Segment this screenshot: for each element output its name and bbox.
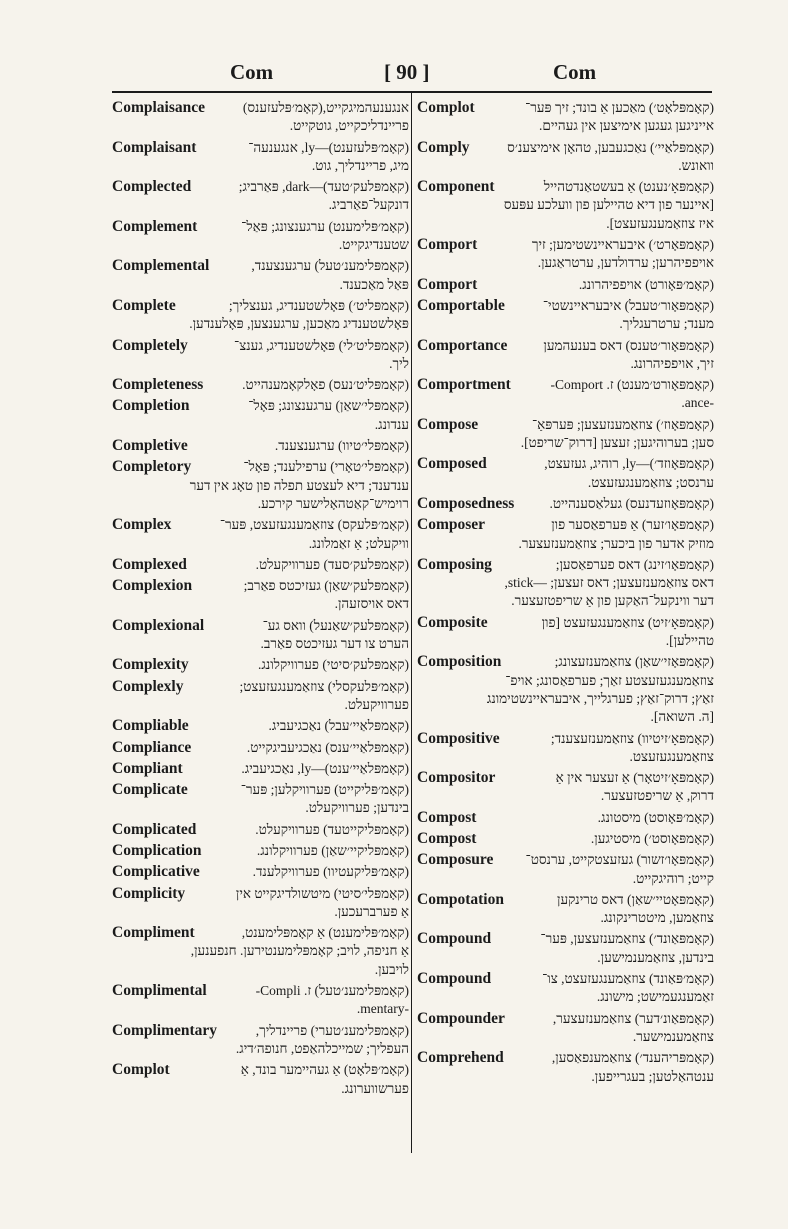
entry-first-line — [112, 739, 409, 757]
dictionary-entry — [112, 1061, 409, 1098]
entry-first-line — [112, 178, 409, 196]
entry-headword: Compositive — [417, 729, 500, 747]
entry-pronunciation-and-meaning: (קאָמפּלי׳שאַן) ערגענצונג; פּאָל־ — [248, 398, 409, 414]
header-rule — [112, 91, 712, 93]
entry-pronunciation-and-meaning: (קאָמ׳פּלעזענט)—ly, אנגענעה־ — [248, 139, 409, 155]
entry-pronunciation-and-meaning: (קאָמ׳פּאַונד) צוזאַמענגעזעצט, צו־ — [542, 971, 714, 987]
entry-headword: Complication — [112, 841, 202, 859]
entry-headword: Composite — [417, 613, 488, 631]
dictionary-entry — [417, 178, 714, 233]
entry-pronunciation-and-meaning: (קאָמפּאָ׳זיטיוו) צוזאַמענזעצענד; — [550, 730, 714, 746]
dictionary-entry — [417, 99, 714, 136]
entry-first-line — [417, 178, 714, 196]
entry-headword: Complexion — [112, 577, 193, 595]
entry-first-line — [417, 416, 714, 434]
entry-headword: Composedness — [417, 494, 515, 512]
entry-pronunciation-and-meaning: (קאָמפּלי׳טיוו) ערגענצענד. — [274, 438, 409, 454]
entry-headword: Compliant — [112, 759, 183, 777]
entry-headword: Complexity — [112, 656, 189, 674]
entry-definition-line: רוימיש־קאַטהאָלישער קירכע. — [257, 495, 409, 511]
entry-headword: Composed — [417, 455, 487, 473]
entry-definition-line: -mentary. — [356, 1001, 409, 1017]
entry-headword: Complimental — [112, 982, 207, 1000]
entry-first-line — [112, 556, 409, 574]
entry-headword: Complimentary — [112, 1021, 218, 1039]
dictionary-entry — [417, 851, 714, 888]
page-number: [ 90 ] — [384, 60, 430, 84]
dictionary-entry — [112, 781, 409, 818]
entry-first-line — [417, 236, 714, 254]
left-column — [112, 99, 409, 1101]
entry-first-line — [417, 930, 714, 948]
entry-first-line — [112, 678, 409, 696]
dictionary-entry — [112, 982, 409, 1019]
entry-headword: Component — [417, 178, 495, 196]
entry-headword: Complement — [112, 217, 198, 235]
entry-headword: Comportable — [417, 296, 505, 314]
entry-definition-line: צוזאַמענגעזעצטע זאַך; פערפאַסונג; אויפ־ — [505, 672, 714, 688]
entry-headword: Composition — [417, 653, 502, 671]
entry-pronunciation-and-meaning: (קאָמ׳פּאָורט) אויפפיהרונג. — [578, 276, 714, 292]
header-left-guide-word: Com — [230, 60, 274, 84]
entry-pronunciation-and-meaning: (קאָמפּאָרט׳) איבעראיינשטימען; זיך — [531, 237, 714, 253]
entry-definition-line: איז צוזאַמענגעזעצט]. — [606, 215, 714, 231]
dictionary-entry — [417, 416, 714, 453]
entry-pronunciation-and-meaning: (קאָמפּאַונד׳) צוזאַמענזעצען, פּער־ — [540, 931, 714, 947]
entry-definition-line: ענדונג. — [374, 416, 409, 432]
dictionary-entry — [112, 99, 409, 136]
dictionary-entry — [112, 842, 409, 860]
entry-headword: Compound — [417, 970, 492, 988]
entry-pronunciation-and-meaning: (קאָמפּאָו׳זינג) דאס פערפאַסען; — [555, 556, 714, 572]
entry-first-line — [417, 455, 714, 473]
entry-definition-line: פריינדליכקייט, גוטקייט. — [289, 118, 409, 134]
dictionary-entry — [417, 891, 714, 928]
entry-first-line — [417, 809, 714, 827]
entry-headword: Completive — [112, 437, 188, 455]
entry-first-line — [417, 891, 714, 909]
entry-headword: Compliance — [112, 738, 192, 756]
entry-pronunciation-and-meaning: (קאָמפּאַונ׳דער) צוזאַמענזעצער, — [552, 1010, 714, 1026]
entry-pronunciation-and-meaning: (קאָמפּאָוז׳) צוזאַמענזעצען; פּערפּאַ־ — [532, 416, 714, 432]
entry-pronunciation-and-meaning: (קאָמפּליקיי׳שאַן) פערוויקלונג. — [256, 842, 409, 858]
entry-pronunciation-and-meaning: (קאָמפּליט׳נעס) פאָלקאָמענהייט. — [242, 377, 409, 393]
entry-headword: Complicated — [112, 820, 197, 838]
entry-definition-line: מוזיק אדער פון ביכער; צוזאַמענזעצער. — [518, 535, 714, 551]
entry-pronunciation-and-meaning: (קאָמפּאָזי׳שאַן) צוזאַמענזעצונג; — [554, 654, 714, 670]
entry-definition-line: זאַמענגעמישט; מישונג. — [596, 989, 714, 1005]
entry-headword: Compound — [417, 930, 492, 948]
entry-definition-line: קייט; רוהיגקייט. — [632, 870, 714, 886]
dictionary-entry — [112, 739, 409, 757]
entry-pronunciation-and-meaning: (קאָמפּליט׳לי) פּאָלשטענדיג, גענצ־ — [234, 337, 409, 353]
dictionary-entry — [417, 1010, 714, 1047]
entry-first-line — [112, 397, 409, 415]
entry-pronunciation-and-meaning: (קאָמפּאָוסט׳) מיסטיגען. — [590, 830, 714, 846]
dictionary-entry — [112, 297, 409, 334]
entry-first-line — [112, 885, 409, 903]
entry-definition-line: [איינער פון דיא טהיילען פון וועלכע עפּעס — [503, 197, 714, 213]
entry-first-line — [112, 821, 409, 839]
entry-first-line — [417, 337, 714, 355]
entry-definition-line: אייניגען געגען אימיצען אין געהיים. — [539, 118, 714, 134]
entry-definition-line: ליך. — [389, 355, 409, 371]
entry-headword: Complot — [417, 99, 475, 116]
entry-definition-line: פּאָלשטענדיג מאַכען, ערגענצען, פּאָלענדען. — [189, 316, 409, 332]
entry-pronunciation-and-meaning: (קאָמפּליקייטעד) פערוויקעלט. — [255, 821, 409, 837]
dictionary-entry — [417, 337, 714, 374]
entry-first-line — [417, 653, 714, 671]
entry-headword: Comprehend — [417, 1049, 504, 1067]
entry-headword: Compotation — [417, 890, 504, 908]
entry-headword: Complicity — [112, 884, 186, 902]
entry-first-line — [112, 717, 409, 735]
entry-definition-line: שטענדיגקייט. — [338, 237, 409, 253]
entry-pronunciation-and-meaning: (קאָמפּלאָט׳) מאַכען אַ בונד; זיך פּער־ — [525, 100, 714, 115]
entry-headword: Completion — [112, 397, 190, 415]
entry-definition-line: זיך, אויפפיהרונג. — [630, 355, 714, 371]
dictionary-entry — [112, 516, 409, 553]
dictionary-entry — [112, 885, 409, 922]
entry-definition-line: בינדען, צוזאַמענמישען. — [597, 949, 714, 965]
entry-headword: Complex — [112, 516, 172, 534]
entry-definition-line: [ה. השואה]. — [650, 709, 714, 725]
entry-headword: Composer — [417, 516, 486, 534]
entry-pronunciation-and-meaning: (קאָמפּאָ׳נענט) אַ בעשטאַנדטהייל — [543, 179, 714, 195]
entry-pronunciation-and-meaning: (קאָמפּלאַיי׳ענט)—ly, נאַכגיעביג. — [241, 760, 409, 776]
dictionary-entry — [417, 276, 714, 294]
dictionary-entry — [417, 1049, 714, 1086]
entry-definition-line: זאַץ; דרוק־זאַץ; פערגלייך, איבעראיינשטימונג — [486, 690, 714, 706]
entry-pronunciation-and-meaning: (קאָמפּלעק׳סיטי) פערוויקלונג. — [258, 657, 409, 673]
dictionary-entry — [112, 257, 409, 294]
entry-first-line — [112, 842, 409, 860]
dictionary-entry — [112, 337, 409, 374]
entry-definition-line: וויקעלט; אַ זאַמלונג. — [308, 535, 409, 551]
dictionary-entry — [417, 455, 714, 492]
entry-definition-line: אַ פערברעכען. — [334, 903, 409, 919]
entry-headword: Compost — [417, 808, 477, 826]
entry-definition-line: דאס אויסזעהן. — [334, 596, 409, 612]
dictionary-entry — [112, 717, 409, 735]
entry-pronunciation-and-meaning: (קאָמ׳פּאָוסט) מיסטונג. — [597, 809, 714, 825]
entry-pronunciation-and-meaning: (קאָמ׳פּלימענט) אַ קאָמפּלימענט, — [241, 925, 409, 941]
dictionary-entry — [112, 617, 409, 654]
entry-headword: Comply — [417, 138, 470, 156]
entry-first-line — [112, 1061, 409, 1079]
entry-definition-line: צוזאַמענמישער. — [632, 1028, 714, 1044]
entry-headword: Comport — [417, 275, 478, 293]
dictionary-entry — [417, 297, 714, 334]
entry-headword: Completely — [112, 336, 188, 354]
entry-pronunciation-and-meaning: (קאָמפּלימענ׳טערי) פריינדליך, — [255, 1022, 409, 1038]
dictionary-entry — [112, 863, 409, 881]
entry-definition-line: ענדענד; דיא לעצטע תפלה פון טאָג אין דער — [189, 477, 409, 493]
entry-pronunciation-and-meaning: (קאָמפּאָורט׳מענט) ז. Comport- — [550, 377, 714, 393]
entry-headword: Completeness — [112, 376, 204, 394]
dictionary-entry — [417, 653, 714, 726]
dictionary-entry — [417, 236, 714, 273]
dictionary-entry — [112, 556, 409, 574]
entry-first-line — [112, 437, 409, 455]
entry-definition-line: וואונש. — [678, 157, 714, 173]
entry-pronunciation-and-meaning: (קאָמפּריהענד׳) צוזאַמענפאַסען, — [551, 1050, 714, 1066]
entry-definition-line: ערנסט; צוזאַמענגעזעצט. — [587, 474, 714, 490]
dictionary-entry — [112, 178, 409, 215]
entry-definition-line: צוזאַמען, מיטטרינקונג. — [600, 910, 714, 926]
entry-definition-line: ענטהאַלטען; בעגרייפען. — [591, 1068, 714, 1084]
entry-first-line — [112, 760, 409, 778]
dictionary-entry — [417, 516, 714, 553]
header-right-guide-word: Com — [553, 60, 597, 84]
entry-pronunciation-and-meaning: (קאָמפּאָ׳זיטאָר) אַ זעצער אין אַ — [555, 770, 714, 786]
entry-definition-line: דאס צוזאַמענזעצען; דאס זעצען; —stick, — [504, 575, 714, 591]
entry-headword: Complaisant — [112, 138, 197, 156]
dictionary-entry — [417, 495, 714, 513]
entry-pronunciation-and-meaning: (קאָמפּאָו׳זשור) געזעצטקייט, ערנסט־ — [525, 852, 714, 868]
entry-definition-line: העפליך; שמייכלהאַפט, חנופה׳דיג. — [235, 1040, 409, 1056]
entry-pronunciation-and-meaning: (קאָמפּלימענ׳טעל) ערגענצענד, — [251, 258, 409, 274]
dictionary-entry — [417, 769, 714, 806]
entry-definition-line: פערשווערונג. — [341, 1080, 409, 1096]
entry-first-line — [112, 924, 409, 942]
entry-pronunciation-and-meaning: (קאָמפּלימענ׳טעל) ז. Compli- — [255, 983, 409, 999]
entry-definition-line: טהיילען]. — [665, 633, 714, 649]
entry-first-line — [112, 458, 409, 476]
entry-first-line — [417, 730, 714, 748]
dictionary-entry — [112, 437, 409, 455]
entry-headword: Complemental — [112, 257, 210, 275]
entry-headword: Comportance — [417, 336, 508, 354]
dictionary-entry — [112, 139, 409, 176]
entry-definition-line: צוזאַמענגעזעצט. — [629, 748, 714, 764]
entry-definition-line: סען; בערוהיגען; זעצען [דרוק־שריפט]. — [520, 435, 714, 451]
entry-definition-line: הערט צו דער געזיכטס פאַרב. — [260, 636, 409, 652]
entry-pronunciation-and-meaning: (קאָמפּלאַיי׳עבל) נאַכגיעביג. — [268, 718, 409, 734]
column-divider — [411, 93, 412, 1153]
entry-headword: Complicate — [112, 781, 188, 799]
entry-definition-line: דונקעל־פאַרביג. — [328, 197, 409, 213]
entry-headword: Comport — [417, 236, 478, 254]
dictionary-entry — [417, 139, 714, 176]
entry-pronunciation-and-meaning: (קאָמפּלעק׳שאַנעל) וואס גע־ — [262, 617, 409, 633]
entry-pronunciation-and-meaning: (קאָמ׳פּליקייט) פערוויקלען; פּער־ — [240, 782, 409, 798]
entry-definition-line: בינדען; פערוויקעלט. — [305, 800, 409, 816]
entry-pronunciation-and-meaning: (קאָמפּלעק׳סעד) פערוויקעלט. — [255, 556, 409, 572]
entry-first-line — [417, 769, 714, 787]
entry-pronunciation-and-meaning: (קאָמפּליט׳) פּאָלשטענדיג, גענצליך; — [228, 297, 409, 313]
entry-first-line — [112, 516, 409, 534]
dictionary-entry — [417, 930, 714, 967]
entry-headword: Complot — [112, 1061, 170, 1079]
entry-pronunciation-and-meaning: (קאָמפּאָור׳טענס) דאס בענעהמען — [543, 337, 714, 353]
entry-headword: Compliable — [112, 717, 189, 735]
entry-headword: Complete — [112, 296, 176, 314]
page-header — [112, 60, 712, 90]
entry-headword: Complaisance — [112, 99, 205, 116]
entry-first-line — [417, 297, 714, 315]
entry-pronunciation-and-meaning: (קאָמפּאָטיי׳שאַן) דאס טרינקען — [557, 891, 714, 907]
entry-first-line — [112, 781, 409, 799]
entry-first-line — [417, 556, 714, 574]
dictionary-entry — [112, 1022, 409, 1059]
entry-headword: Composing — [417, 555, 492, 573]
dictionary-entry — [417, 614, 714, 651]
dictionary-entry — [112, 577, 409, 614]
entry-first-line — [417, 276, 714, 294]
entry-pronunciation-and-meaning: (קאָמפּאָוזעדנעס) געלאַסענהייט. — [549, 495, 714, 511]
entry-pronunciation-and-meaning: (קאָמפּלעק׳טעד)—dark, פּאַרביג; — [238, 179, 409, 195]
entry-headword: Comportment — [417, 376, 511, 394]
dictionary-entry — [112, 376, 409, 394]
entry-first-line — [417, 516, 714, 534]
entry-pronunciation-and-meaning: (קאָמ׳פּלעקסלי) צוזאַמענגעזעצט; — [239, 678, 409, 694]
entry-headword: Compositor — [417, 769, 496, 787]
dictionary-entry — [417, 730, 714, 767]
dictionary-entry — [417, 376, 714, 413]
entry-pronunciation-and-meaning: (קאָמ׳פּלעקס) צוזאַמענגעזעצט, פּער־ — [219, 517, 409, 533]
entry-headword: Completory — [112, 458, 192, 476]
entry-first-line — [417, 614, 714, 632]
entry-headword: Complexly — [112, 677, 184, 695]
entry-headword: Complicative — [112, 863, 200, 881]
dictionary-entry — [112, 760, 409, 778]
entry-definition-line: דער ווינקעל־האַקען פון אַ שריפטזעצער. — [511, 593, 714, 609]
dictionary-entry — [417, 830, 714, 848]
entry-pronunciation-and-meaning: (קאָמפּאָ׳זיט) צוזאַמענגעזעצט [פון — [541, 614, 714, 630]
entry-first-line — [417, 970, 714, 988]
entry-first-line — [417, 1049, 714, 1067]
entry-first-line — [417, 376, 714, 394]
entry-definition-line: דרוק, אַ שריפטזעצער. — [600, 788, 714, 804]
entry-first-line — [417, 99, 714, 117]
entry-first-line — [112, 1022, 409, 1040]
dictionary-entry — [112, 656, 409, 674]
entry-first-line — [417, 139, 714, 157]
entry-first-line — [112, 656, 409, 674]
dictionary-entry — [112, 458, 409, 513]
entry-headword: Compounder — [417, 1009, 505, 1027]
entry-pronunciation-and-meaning: (קאָמ׳פּלאָט) אַ געהיימער בונד, אַ — [240, 1062, 409, 1078]
entry-pronunciation-and-meaning: (קאָמפּלי׳טאָרי) ערפילענד; פּאָל־ — [243, 459, 409, 475]
entry-first-line — [112, 376, 409, 394]
entry-headword: Compost — [417, 829, 477, 847]
dictionary-entry — [112, 924, 409, 979]
entry-headword: Composure — [417, 851, 494, 869]
entry-pronunciation-and-meaning: (קאָמפּלאַיי׳) נאַכגעבען, טהאָן אימיצענ׳ס — [507, 139, 714, 155]
entry-first-line — [417, 495, 714, 513]
entry-pronunciation-and-meaning: (קאָמפּלעק׳שאַן) געזיכטס פאַרב; — [243, 578, 409, 594]
entry-first-line — [417, 830, 714, 848]
dictionary-entry — [417, 970, 714, 1007]
entry-first-line — [417, 851, 714, 869]
entry-pronunciation-and-meaning: (קאָמ׳פּלימענט) ערגענצונג; פּאַל־ — [241, 218, 409, 234]
entry-first-line — [112, 139, 409, 157]
entry-definition-line: -ance. — [681, 395, 714, 411]
entry-first-line — [417, 1010, 714, 1028]
entry-headword: Compliment — [112, 924, 195, 942]
entry-first-line — [112, 297, 409, 315]
entry-headword: Complexional — [112, 616, 205, 634]
entry-first-line — [112, 99, 409, 117]
dictionary-entry — [112, 218, 409, 255]
right-column — [417, 99, 714, 1089]
entry-definition-line: מענד; ערטרעגליך. — [619, 316, 714, 332]
entry-definition-line: פּאַל מאַכענד. — [339, 276, 409, 292]
entry-first-line — [112, 577, 409, 595]
entry-definition-line: לויבען. — [374, 961, 409, 977]
entry-definition-line: מיג, פריינדליך, גוט. — [311, 157, 409, 173]
entry-first-line — [112, 257, 409, 275]
entry-pronunciation-and-meaning: (קאָמפּלי׳סיטי) מיטשולדיגקייט אין — [235, 885, 409, 901]
entry-pronunciation-and-meaning: (קאָמפּאָו׳זער) אַ פּערפאַסער פון — [551, 517, 714, 533]
entry-pronunciation-and-meaning: (קאָמפּלאַיי׳ענס) נאַכגיעביגקייט. — [246, 739, 409, 755]
entry-first-line — [112, 982, 409, 1000]
entry-definition-line: אויפפיהרען; ערדולדען, ערטראַגען. — [537, 255, 714, 271]
entry-pronunciation-and-meaning: (קאָמפּאָור׳טעבל) איבעראיינשטי־ — [542, 297, 714, 313]
dictionary-entry — [112, 397, 409, 434]
entry-pronunciation-and-meaning: אנגענעהמיגקייט,(קאָמ׳פּלעזענס) — [242, 100, 409, 115]
entry-first-line — [112, 617, 409, 635]
entry-definition-line: אַ חניפה, לויב; קאָמפּלימענטירען. חנפענען, — [190, 943, 409, 959]
dictionary-entry — [112, 821, 409, 839]
dictionary-entry — [417, 556, 714, 611]
entry-pronunciation-and-meaning: (קאָמ׳פּליקעטיוו) פערוויקלענד. — [252, 864, 409, 880]
entry-first-line — [112, 218, 409, 236]
entry-headword: Complected — [112, 178, 192, 196]
dictionary-entry — [112, 678, 409, 715]
entry-headword: Compose — [417, 415, 479, 433]
entry-headword: Complexed — [112, 555, 187, 573]
entry-first-line — [112, 337, 409, 355]
entry-definition-line: פערוויקעלט. — [344, 696, 409, 712]
entry-pronunciation-and-meaning: (קאָמפּאָוזד׳)—ly, רוהיג, געזעצט, — [544, 456, 714, 472]
dictionary-entry — [417, 809, 714, 827]
entry-first-line — [112, 863, 409, 881]
